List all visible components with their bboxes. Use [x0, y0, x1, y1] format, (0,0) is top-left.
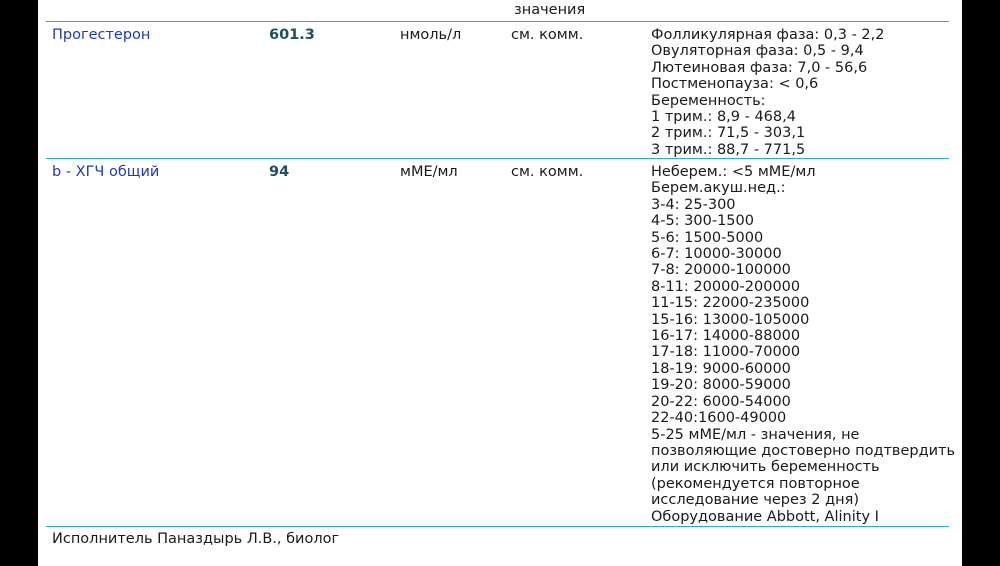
reference-line: 6-7: 10000-30000 — [651, 246, 782, 263]
reference-line: 4-5: 300-1500 — [651, 213, 754, 230]
reference-line: 17-18: 11000-70000 — [651, 344, 801, 361]
unit-progesterone: нмоль/л — [400, 27, 462, 43]
reference-line: 19-20: 8000-59000 — [651, 377, 791, 394]
reference-line: 3 трим.: 88,7 - 771,5 — [651, 141, 806, 158]
reference-line: 1 трим.: 8,9 - 468,4 — [651, 109, 796, 126]
reference-line: Беременность: — [651, 92, 766, 109]
test-name-hcg: b - ХГЧ общий — [52, 164, 160, 180]
reference-line: 5-6: 1500-5000 — [651, 229, 764, 246]
reference-line: исследование через 2 дня) — [651, 492, 859, 509]
reference-line: 7-8: 20000-100000 — [651, 262, 791, 279]
result-value-hcg: 94 — [269, 164, 290, 180]
reference-line: 8-11: 20000-200000 — [651, 278, 801, 295]
reference-line: (рекомендуется повторное — [651, 475, 860, 492]
table-bottom-divider — [46, 526, 949, 527]
reference-range-hcg — [651, 164, 956, 525]
unit-hcg: мМЕ/мл — [400, 164, 458, 180]
comment-ref-hcg: см. комм. — [511, 164, 584, 180]
result-value-progesterone: 601.3 — [269, 27, 315, 43]
reference-line: 11-15: 22000-235000 — [651, 295, 810, 312]
reference-line: или исключить беременность — [651, 459, 880, 476]
reference-line: Фолликулярная фаза: 0,3 - 2,2 — [651, 27, 885, 43]
test-name-progesterone: Прогестерон — [52, 27, 151, 43]
header-divider — [46, 21, 949, 22]
reference-line: 18-19: 9000-60000 — [651, 360, 791, 377]
reference-line: 16-17: 14000-88000 — [651, 328, 801, 345]
reference-range-progesterone — [651, 27, 951, 158]
reference-line: Лютеиновая фаза: 7,0 - 56,6 — [651, 59, 868, 76]
lab-results-page — [38, 0, 962, 566]
reference-line: позволяющие достоверно подтвердить — [651, 442, 956, 459]
comment-ref-progesterone: см. комм. — [511, 27, 584, 43]
reference-line: Оборудование Abbott, Alinity I — [651, 508, 879, 525]
reference-line: Постменопауза: < 0,6 — [651, 76, 819, 93]
reference-column-header-tail: значения — [514, 2, 586, 18]
reference-line: Берем.акуш.нед.: — [651, 180, 786, 197]
executor-signature: Исполнитель Паназдырь Л.В., биолог — [52, 531, 340, 547]
reference-line: Неберем.: <5 мМЕ/мл — [651, 164, 816, 180]
reference-line: Овуляторная фаза: 0,5 - 9,4 — [651, 43, 864, 60]
reference-line: 2 трим.: 71,5 - 303,1 — [651, 125, 806, 142]
reference-line: 5-25 мМЕ/мл - значения, не — [651, 426, 860, 443]
row-divider — [46, 158, 949, 159]
reference-line: 15-16: 13000-105000 — [651, 311, 810, 328]
reference-line: 20-22: 6000-54000 — [651, 393, 791, 410]
reference-line: 3-4: 25-300 — [651, 196, 736, 213]
reference-line: 22-40:1600-49000 — [651, 410, 787, 427]
